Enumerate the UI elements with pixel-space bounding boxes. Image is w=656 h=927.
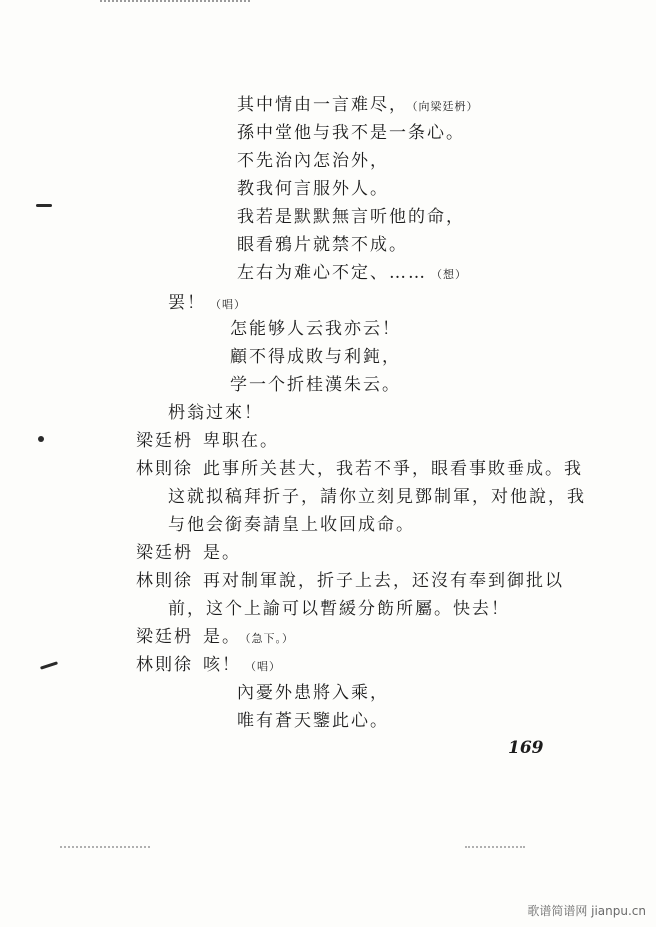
- line-text: 与他会銜奏請皇上收回成命。: [168, 515, 415, 535]
- line-text: 我若是默默無言听他的命，: [237, 207, 465, 227]
- dialogue-continuation: [168, 514, 415, 536]
- line-text: 唯有蒼天鑒此心。: [237, 711, 389, 731]
- line-text: 这就拟稿拜折子，請你立刻見鄧制軍，对他說，我: [168, 487, 586, 507]
- dialogue-line: [136, 458, 583, 480]
- line-text: 其中情由一言难尽，: [237, 95, 408, 115]
- dialogue-continuation: [168, 486, 586, 508]
- dialogue-line: [136, 626, 294, 650]
- top-scan-fragment: [100, 0, 250, 6]
- line-text: 卑职在。: [203, 431, 279, 451]
- page-number: 169: [508, 738, 544, 758]
- line-text: 枬翁过來！: [168, 403, 263, 423]
- speaker-name: 梁廷枬: [136, 627, 193, 647]
- line-text: 学一个折桂漢朱云。: [230, 375, 401, 395]
- stage-direction: （唱）: [245, 660, 281, 673]
- stage-direction: （唱）: [210, 298, 246, 311]
- verse-line: [237, 234, 408, 256]
- verse-line: [237, 682, 389, 704]
- dialogue-line: [136, 542, 241, 564]
- line-text: 不先治內怎治外，: [237, 151, 389, 171]
- margin-mark: [36, 204, 52, 207]
- dialogue-continuation: [168, 598, 510, 620]
- verse-line: [237, 178, 389, 200]
- verse-line: [230, 374, 401, 396]
- verse-line: [237, 122, 465, 144]
- verse-line: [237, 262, 467, 286]
- speaker-name: 林則徐: [136, 655, 193, 675]
- speaker-name: 林則徐: [136, 571, 193, 591]
- line-text: 左右为难心不定、……: [237, 263, 427, 283]
- verse-line: [237, 150, 389, 172]
- stage-direction: （想）: [431, 268, 467, 281]
- speaker-name: 梁廷枬: [136, 543, 193, 563]
- line-text: 孫中堂他与我不是一条心。: [237, 123, 465, 143]
- watermark: 歌谱简谱网 jianpu.cn: [527, 904, 646, 918]
- line-text: 眼看鴉片就禁不成。: [237, 235, 408, 255]
- line-text: 咳！: [203, 655, 241, 675]
- bottom-scan-dots: [60, 846, 150, 850]
- speaker-name: 林則徐: [136, 459, 193, 479]
- line-text: 罢！: [168, 293, 206, 313]
- margin-mark: [40, 661, 58, 669]
- line-text: 怎能够人云我亦云！: [230, 319, 401, 339]
- dialogue-line: [168, 402, 263, 424]
- dialogue-line: [168, 292, 246, 316]
- dialogue-line: [136, 430, 279, 452]
- line-text: 是。: [203, 543, 241, 563]
- line-text: 是。: [203, 627, 241, 647]
- line-text: 再对制軍說，折子上去，还沒有奉到御批以: [203, 571, 564, 591]
- line-text: 顧不得成敗与利鈍，: [230, 347, 401, 367]
- dialogue-line: [136, 654, 281, 678]
- speaker-name: 梁廷枬: [136, 431, 193, 451]
- line-text: 此事所关甚大，我若不爭，眼看事敗垂成。我: [203, 459, 583, 479]
- verse-line: [237, 206, 465, 228]
- verse-line: [237, 94, 479, 118]
- margin-mark: [38, 436, 44, 442]
- dialogue-line: [136, 570, 564, 592]
- stage-direction: （向梁廷枬）: [412, 100, 479, 113]
- verse-line: [237, 710, 389, 732]
- line-text: 教我何言服外人。: [237, 179, 389, 199]
- line-text: 前，这个上諭可以暫緩分飭所屬。快去！: [168, 599, 510, 619]
- stage-direction: （急下。）: [245, 632, 294, 645]
- verse-line: [230, 318, 401, 340]
- verse-line: [230, 346, 401, 368]
- line-text: 內憂外患將入乘，: [237, 683, 389, 703]
- bottom-scan-dots: [465, 846, 525, 850]
